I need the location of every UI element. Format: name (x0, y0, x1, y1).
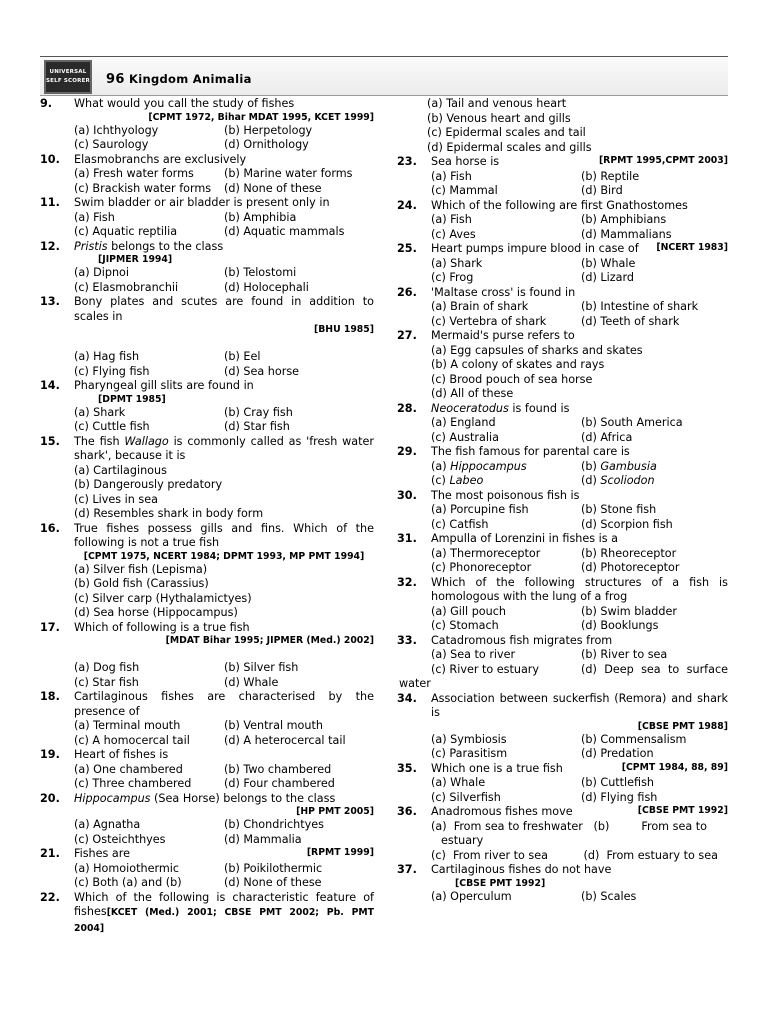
question-text: Hippocampus (Sea Horse) belongs to the class (74, 791, 336, 805)
option: (d) Sea horse (Hippocampus) (74, 606, 238, 619)
options (40, 661, 374, 690)
option: (d) Booklungs (581, 619, 659, 632)
question-number: 17. (40, 620, 60, 634)
question-text: The fish Wallago is commonly called as 'fresh water shark', because it is (74, 434, 374, 462)
spacer (40, 336, 374, 350)
option: (a) Fish (74, 210, 115, 224)
exam-source: [CBSE PMT 1992] (455, 877, 546, 889)
option: (b) Cuttlefish (581, 776, 655, 789)
question-stem (40, 690, 374, 719)
option: (a) Hag fish (74, 350, 140, 363)
options (397, 648, 728, 692)
option: (b) Cray fish (224, 405, 293, 419)
question-number: 26. (397, 285, 417, 299)
left-column (40, 97, 374, 936)
question-stem (397, 402, 728, 417)
option: (a) Fish (431, 169, 472, 183)
question-stem (397, 692, 728, 721)
question-stem (397, 445, 728, 460)
options (397, 503, 728, 532)
options (397, 820, 728, 864)
page-header (40, 56, 728, 96)
question-stem (40, 621, 374, 636)
option: (c) Parasitism (431, 747, 508, 760)
option: (b) Whale (581, 256, 636, 270)
question-block (397, 97, 728, 155)
exam-source: [CPMT 1984, 88, 89] (621, 761, 728, 773)
exam-source: [HP PMT 2005] (296, 806, 374, 817)
option: (d) Star fish (224, 420, 290, 433)
option: (b) Amphibia (224, 210, 297, 224)
option: (b) Swim bladder (581, 604, 677, 618)
exam-source: [JIPMER 1994] (98, 254, 173, 265)
option: (b) Ventral mouth (224, 719, 323, 732)
question-block (40, 435, 374, 522)
question-number: 10. (40, 152, 60, 166)
question-block (40, 792, 374, 848)
question-number: 30. (397, 488, 417, 502)
option: (b) Gold fish (Carassius) (74, 577, 209, 590)
question-number: 33. (397, 633, 417, 647)
options (397, 97, 728, 155)
option: (a) Symbiosis (431, 732, 507, 746)
options (397, 605, 728, 634)
option: (c) Lives in sea (74, 492, 158, 506)
option: (c) Stomach (431, 619, 499, 632)
option: (b) Reptile (581, 169, 640, 183)
option: (a) Fish (431, 213, 472, 226)
question-block (40, 295, 374, 379)
question-text: Which of the following structures of a fish is homologous with the lung of a frog (431, 575, 728, 603)
question-text: Catadromous fish migrates from (431, 633, 613, 647)
question-block (397, 634, 728, 692)
exam-source: [RPMT 1999] (306, 847, 374, 858)
question-block (397, 576, 728, 634)
question-number: 24. (397, 198, 417, 212)
option: (d) Epidermal scales and gills (427, 140, 592, 154)
question-text: Association between suckerfish (Remora) and shark is (431, 691, 728, 719)
option: (c) Silverfish (431, 790, 501, 804)
question-stem (397, 329, 728, 344)
options (397, 257, 728, 286)
option: (a) Operculum (431, 889, 512, 903)
exam-source: [NCERT 1983] (656, 242, 728, 253)
options (397, 300, 728, 329)
options (40, 266, 374, 295)
option: (b) Gambusia (581, 459, 657, 473)
question-text: Heart pumps impure blood in case of [NCERT 1983] (431, 242, 728, 255)
question-number: 35. (397, 761, 417, 775)
option: (b) Stone fish (581, 503, 657, 516)
question-block (397, 402, 728, 446)
option: (c) A homocercal tail (74, 733, 190, 747)
option: (d) Sea horse (224, 364, 300, 378)
exam-source: [CPMT 1975, NCERT 1984; DPMT 1993, MP PMT 1994] (83, 550, 365, 562)
question-text: True fishes possess gills and fins. Which of the following is not a true fish (74, 521, 374, 549)
option: (d) Mammalians (581, 227, 672, 241)
option: (d) Teeth of shark (581, 314, 680, 328)
question-text: Neoceratodus is found is (431, 401, 570, 415)
options (40, 350, 374, 379)
chapter-title: Kingdom Animalia (129, 72, 252, 86)
option: (a) Shark (74, 405, 126, 419)
option: (a) Hippocampus (431, 459, 527, 473)
question-number: 37. (397, 863, 417, 876)
options (40, 464, 374, 522)
question-stem (40, 748, 374, 763)
option: (c) Vertebra of shark (431, 314, 547, 328)
question-text: Pharyngeal gill slits are found in (74, 379, 254, 392)
options (40, 719, 374, 748)
question-stem (40, 891, 374, 937)
question-text: Elasmobranchs are exclusively (74, 152, 247, 166)
question-stem (397, 532, 728, 547)
option: (b) Intestine of shark (581, 300, 699, 313)
question-block (40, 621, 374, 691)
question-block (40, 847, 374, 891)
options (397, 416, 728, 445)
question-block (397, 762, 728, 806)
question-block (397, 155, 728, 199)
question-text: Heart of fishes is (74, 748, 169, 761)
exam-source: [CBSE PMT 1992] (637, 805, 728, 816)
question-number: 34. (397, 691, 417, 705)
question-block (397, 445, 728, 489)
page-number: 96 (106, 72, 125, 87)
question-text: Cartilaginous fishes do not have (431, 863, 612, 876)
question-number: 21. (40, 847, 60, 860)
question-text: Anadromous fishes move [CBSE PMT 1992] (431, 805, 728, 818)
option: (b) Venous heart and gills (427, 111, 571, 125)
options (397, 547, 728, 576)
question-block (397, 863, 728, 904)
option: (c) Australia (431, 430, 499, 444)
exam-source: [MDAT Bihar 1995; JIPMER (Med.) 2002] (165, 635, 374, 646)
question-stem (40, 847, 374, 862)
page-title (106, 72, 252, 87)
question-block (397, 532, 728, 576)
option: (b) Rheoreceptor (581, 546, 677, 560)
option: (b) South America (581, 416, 683, 429)
right-column (397, 97, 728, 904)
options (40, 763, 374, 792)
option: (c) Osteichthyes (74, 832, 166, 846)
question-stem (40, 240, 374, 255)
option: (c) From river to sea (d) From estuary to sea (431, 848, 718, 862)
option: (d) Scoliodon (581, 474, 655, 487)
question-text: Which of following is a true fish (74, 620, 250, 634)
options (40, 406, 374, 435)
exam-source: [CBSE PMT 1988] (637, 720, 728, 732)
question-number: 25. (397, 242, 417, 255)
publisher-logo: UNIVERSAL SELF SCORER (44, 60, 92, 94)
question-text: Cartilaginous fishes are characterised by the presence of (74, 690, 374, 718)
option: (a) Sea to river (431, 648, 516, 661)
question-block (40, 891, 374, 937)
options (40, 818, 374, 847)
question-number: 9. (40, 97, 53, 110)
options (397, 460, 728, 489)
option: (c) Silver carp (Hythalamictyes) (74, 591, 252, 605)
option: (a) Ichthyology (74, 123, 159, 137)
option: (a) Silver fish (Lepisma) (74, 562, 208, 576)
question-number: 36. (397, 805, 417, 818)
option: (a) Whale (431, 776, 486, 789)
exam-source: [BHU 1985] (313, 324, 374, 335)
option: (a) Gill pouch (431, 604, 506, 618)
option: (b) Dangerously predatory (74, 478, 223, 491)
option: (a) One chambered (74, 762, 183, 776)
option: (a) England (431, 416, 496, 429)
question-number: 18. (40, 690, 60, 703)
question-block (397, 286, 728, 330)
question-stem (40, 196, 374, 211)
spacer (40, 647, 374, 661)
question-block (40, 97, 374, 153)
exam-source: [RPMT 1995,CPMT 2003] (598, 155, 728, 166)
option: (c) Elasmobranchii (74, 280, 179, 294)
option: (b) Marine water forms (224, 167, 353, 180)
option: (a) Cartilaginous (74, 463, 167, 477)
option: (c) Brackish water forms (74, 181, 212, 195)
option: (d) Scorpion fish (581, 517, 673, 531)
question-stem (397, 805, 728, 820)
question-block (40, 379, 374, 435)
question-stem (40, 522, 374, 551)
exam-source: [DPMT 1985] (98, 393, 166, 405)
question-block (40, 690, 374, 748)
options (40, 563, 374, 621)
question-block (40, 240, 374, 296)
exam-source: [CPMT 1972, Bihar MDAT 1995, KCET 1999] (148, 111, 374, 123)
option: (c) Flying fish (74, 364, 150, 378)
option: (c) Star fish (74, 675, 139, 689)
option: (d) Predation (581, 747, 654, 760)
option: (a) Homoiothermic (74, 861, 180, 875)
option: (b) Telostomi (224, 266, 297, 279)
option: (c) Phonoreceptor (431, 561, 532, 574)
question-stem (397, 489, 728, 504)
options (40, 124, 374, 153)
option: (d) Resembles shark in body form (74, 507, 264, 520)
options (40, 862, 374, 891)
question-block (397, 242, 728, 286)
question-block (40, 153, 374, 197)
option: (d) Whale (224, 675, 279, 689)
option: (b) Chondrichtyes (224, 818, 324, 831)
option: estuary (441, 834, 484, 847)
option: (a) Tail and venous heart (427, 97, 567, 110)
option: (d) None of these (224, 181, 322, 195)
option: (b) Two chambered (224, 762, 332, 776)
question-text: Which of the following is characteristic feature of fishes[KCET (Med.) 2001; CBSE PMT 2002; Pb. PMT 2004] (74, 890, 374, 934)
option: (a) Shark (431, 256, 483, 270)
question-block (40, 748, 374, 792)
option: (c) Both (a) and (b) (74, 876, 182, 889)
option: (b) Amphibians (581, 213, 667, 226)
question-stem (40, 97, 374, 112)
question-text: Ampulla of Lorenzini in fishes is a (431, 532, 618, 545)
question-number: 22. (40, 890, 60, 904)
option: (d) Flying fish (581, 790, 658, 804)
question-text: The most poisonous fish is (431, 488, 580, 502)
question-text: Fishes are [RPMT 1999] (74, 847, 374, 860)
question-number: 11. (40, 196, 60, 209)
question-number: 20. (40, 791, 60, 805)
options (397, 213, 728, 242)
option: (b) Herpetology (224, 123, 313, 137)
question-block (397, 805, 728, 863)
question-stem (397, 576, 728, 605)
option: (c) River to estuary (431, 662, 540, 676)
option: (b) Eel (224, 350, 261, 363)
question-number: 32. (397, 575, 417, 589)
option: (a) Fresh water forms (74, 167, 194, 180)
option: (d) Aquatic mammals (224, 225, 345, 238)
question-stem (397, 199, 728, 214)
option: (d) Deep sea to surface (581, 662, 728, 676)
option: (a) Thermoreceptor (431, 546, 541, 560)
options (397, 170, 728, 199)
question-stem (397, 242, 728, 257)
question-number: 19. (40, 748, 60, 761)
options (397, 733, 728, 762)
question-number: 12. (40, 239, 60, 253)
question-text: Which of the following are first Gnathostomes (431, 198, 688, 212)
option: (a) Agnatha (74, 818, 141, 831)
question-stem (40, 295, 374, 324)
question-stem (397, 286, 728, 301)
option: (d) Bird (581, 184, 623, 197)
option: (a) Dog fish (74, 661, 140, 674)
option: (c) Frog (431, 271, 474, 284)
question-stem (40, 379, 374, 394)
question-number: 23. (397, 155, 417, 168)
question-stem (397, 863, 728, 878)
question-number: 15. (40, 434, 60, 448)
option: (c) Labeo (431, 474, 484, 487)
question-number: 28. (397, 401, 417, 415)
option: (d) None of these (224, 876, 322, 889)
question-number: 13. (40, 295, 60, 308)
question-text: Swim bladder or air bladder is present only in (74, 196, 330, 209)
option: (b) A colony of skates and rays (431, 358, 605, 371)
question-stem (397, 762, 728, 777)
question-block (40, 196, 374, 240)
question-block (397, 692, 728, 762)
question-block (397, 489, 728, 533)
question-text: Bony plates and scutes are found in addition to scales in (74, 295, 374, 323)
option: (c) Saurology (74, 138, 149, 151)
question-stem (397, 155, 728, 170)
option: (b) Commensalism (581, 732, 687, 746)
option: (a) From sea to freshwater (b) From sea to (431, 819, 707, 833)
options (397, 344, 728, 402)
question-stem (40, 792, 374, 807)
question-number: 16. (40, 521, 60, 535)
option: (c) Brood pouch of sea horse (431, 372, 593, 386)
question-block (397, 199, 728, 243)
question-text: What would you call the study of fishes (74, 97, 295, 110)
option: (d) Ornithology (224, 138, 309, 151)
question-number: 29. (397, 445, 417, 458)
options (40, 211, 374, 240)
option: (d) Four chambered (224, 777, 335, 790)
question-stem (40, 435, 374, 464)
question-text: Mermaid's purse refers to (431, 329, 575, 342)
option-continuation: water (399, 677, 431, 690)
option: (c) Cuttle fish (74, 420, 150, 433)
question-text: The fish famous for parental care is (431, 445, 630, 458)
option: (c) Aquatic reptilia (74, 225, 178, 238)
option: (d) All of these (431, 387, 514, 400)
options (397, 890, 728, 905)
question-number: 27. (397, 329, 417, 342)
option: (c) Three chambered (74, 777, 192, 790)
option: (d) Photoreceptor (581, 561, 680, 574)
option: (a) Dipnoi (74, 266, 130, 279)
option: (d) Holocephali (224, 280, 309, 294)
option: (a) Porcupine fish (431, 503, 529, 516)
question-block (40, 522, 374, 621)
option: (b) River to sea (581, 648, 668, 661)
options (40, 167, 374, 196)
question-text: Sea horse is [RPMT 1995,CPMT 2003] (431, 155, 728, 168)
options (397, 776, 728, 805)
question-text: 'Maltase cross' is found in (431, 285, 576, 299)
option: (c) Mammal (431, 184, 498, 197)
option: (d) Mammalia (224, 832, 302, 846)
option: (c) Catfish (431, 517, 489, 531)
option: (c) Epidermal scales and tail (427, 126, 586, 139)
question-number: 31. (397, 532, 417, 545)
question-text: Which one is a true fish [CPMT 1984, 88, 89] (431, 761, 728, 775)
option: (b) Poikilothermic (224, 861, 323, 875)
option: (b) Scales (581, 889, 637, 903)
option: (a) Terminal mouth (74, 719, 181, 732)
option: (b) Silver fish (224, 661, 299, 674)
option: (d) A heterocercal tail (224, 733, 346, 747)
option: (a) Brain of shark (431, 300, 529, 313)
option: (d) Africa (581, 430, 633, 444)
option: (a) Egg capsules of sharks and skates (431, 343, 643, 357)
question-block (397, 329, 728, 402)
option: (c) Aves (431, 227, 476, 241)
question-text: Pristis belongs to the class (74, 239, 224, 253)
question-stem (397, 634, 728, 649)
option: (d) Lizard (581, 271, 634, 284)
question-number: 14. (40, 379, 60, 392)
question-stem (40, 153, 374, 168)
